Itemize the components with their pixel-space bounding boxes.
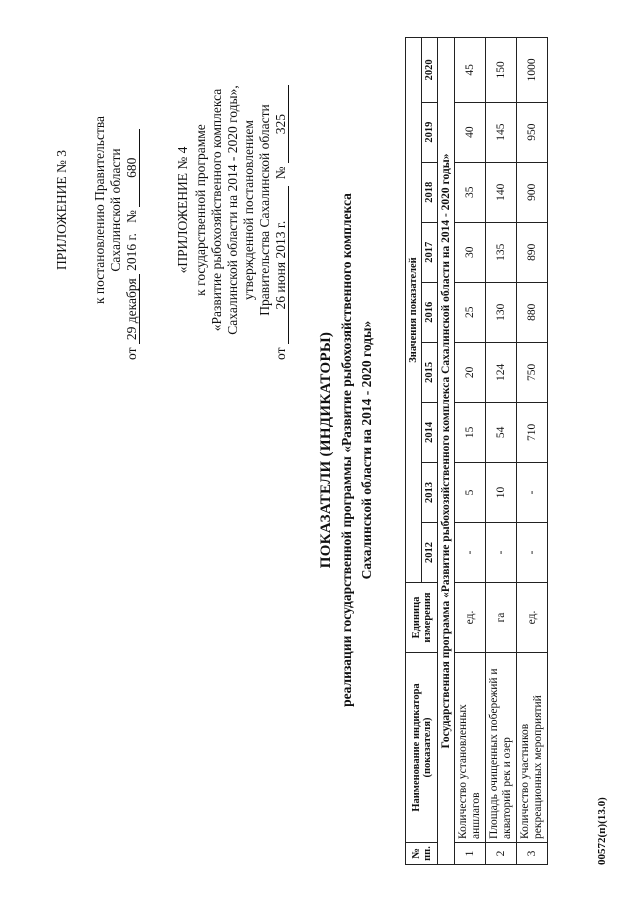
appendix-3-title: ПРИЛОЖЕНИЕ № 3: [54, 149, 69, 271]
appendix-4-line3: Сахалинской области на 2014 - 2020 годы»,: [225, 85, 240, 335]
row-value: 10: [486, 462, 517, 522]
appendix-4-date-line: [273, 60, 289, 360]
row-value: 150: [486, 38, 517, 103]
indicators-table: [405, 37, 548, 865]
appendix-4-line1: к государственной программе: [193, 124, 208, 296]
page-heading: [318, 95, 375, 805]
document-code: 00572(п)(13.0): [596, 797, 608, 865]
appendix-4-number: 325: [274, 85, 289, 163]
row-value: -: [486, 522, 517, 582]
heading-subtitle-2: Сахалинской области на 2014 - 2020 годы»: [359, 320, 374, 580]
row-value: 30: [455, 222, 486, 282]
appendix-4-date: 26 июня 2013 г.: [274, 186, 289, 344]
appendix-4-line5: Правительства Сахалинской области: [257, 104, 272, 316]
appendix-3-number: 680: [125, 129, 140, 207]
row-num: 1: [455, 843, 486, 865]
row-value: 750: [517, 342, 548, 402]
appendix-3-block: [54, 60, 140, 360]
header-year: 2014: [422, 402, 438, 462]
heading-title: ПОКАЗАТЕЛИ (ИНДИКАТОРЫ): [318, 331, 334, 569]
row-value: -: [517, 462, 548, 522]
row-value: 1000: [517, 38, 548, 103]
row-value: 15: [455, 402, 486, 462]
table-row: [517, 38, 548, 865]
appendix-4-line2: «Развитие рыбохозяйственного комплекса: [209, 88, 224, 332]
appendix-3-line1: к постановлению Правительства: [92, 115, 107, 305]
appendix-4-block: [175, 60, 289, 360]
row-value: 710: [517, 402, 548, 462]
appendix-4-from: от: [273, 347, 288, 360]
row-name: Площадь очищенных побережий и акваторий рек и озер: [486, 653, 517, 843]
appendix-3-date-line: [124, 60, 140, 360]
row-value: 950: [517, 102, 548, 162]
header-year: 2016: [422, 282, 438, 342]
row-value: 145: [486, 102, 517, 162]
appendix-3-year: 2016 г.: [124, 233, 139, 271]
header-year: 2019: [422, 102, 438, 162]
row-value: 45: [455, 38, 486, 103]
appendix-3-line2: Сахалинской области: [108, 148, 123, 272]
appendix-4-title: «ПРИЛОЖЕНИЕ № 4: [175, 146, 190, 274]
row-value: 35: [455, 162, 486, 222]
row-name: Количество участников рекреационных мероприятий: [517, 653, 548, 843]
row-value: 140: [486, 162, 517, 222]
row-value: 5: [455, 462, 486, 522]
header-name: Наименование индикатора (показателя): [406, 653, 438, 843]
header-year: 2012: [422, 522, 438, 582]
row-value: 900: [517, 162, 548, 222]
header-year: 2017: [422, 222, 438, 282]
row-unit: ед.: [455, 583, 486, 653]
row-num: 2: [486, 843, 517, 865]
row-value: 135: [486, 222, 517, 282]
row-name: Количество установленных аншлагов: [455, 653, 486, 843]
row-value: -: [455, 522, 486, 582]
appendix-3-day: 29: [124, 326, 139, 341]
row-value: 25: [455, 282, 486, 342]
row-value: 880: [517, 282, 548, 342]
row-value: -: [517, 522, 548, 582]
table-header-row: [406, 38, 422, 865]
header-num: № пп.: [406, 843, 438, 865]
table-row: [455, 38, 486, 865]
row-num: 3: [517, 843, 548, 865]
appendix-3-date: [125, 274, 140, 344]
appendix-3-num-sign: №: [124, 210, 139, 223]
row-unit: ед.: [517, 583, 548, 653]
row-value: 130: [486, 282, 517, 342]
row-unit: га: [486, 583, 517, 653]
program-row-label: Государственная программа «Развитие рыбохозяйственного комплекса Сахалинской области на 2014 - 2020 годы»: [438, 38, 455, 865]
heading-subtitle-1: реализации государственной программы «Развитие рыбохозяйственного комплекса: [339, 193, 354, 707]
table-row: [486, 38, 517, 865]
header-unit: Единица измерения: [406, 583, 438, 653]
appendix-4-num-sign: №: [273, 166, 288, 180]
header-year: 2015: [422, 342, 438, 402]
header-values: Значения показателей: [406, 38, 422, 583]
row-value: 20: [455, 342, 486, 402]
appendix-3-from: от: [124, 347, 139, 360]
row-value: 40: [455, 102, 486, 162]
program-row: [438, 38, 455, 865]
header-year: 2013: [422, 462, 438, 522]
appendix-3-month: декабря: [124, 278, 139, 324]
row-value: 890: [517, 222, 548, 282]
header-year: 2018: [422, 162, 438, 222]
row-value: 54: [486, 402, 517, 462]
row-value: 124: [486, 342, 517, 402]
appendix-4-line4: утвержденной постановлением: [241, 120, 256, 300]
header-year: 2020: [422, 38, 438, 103]
